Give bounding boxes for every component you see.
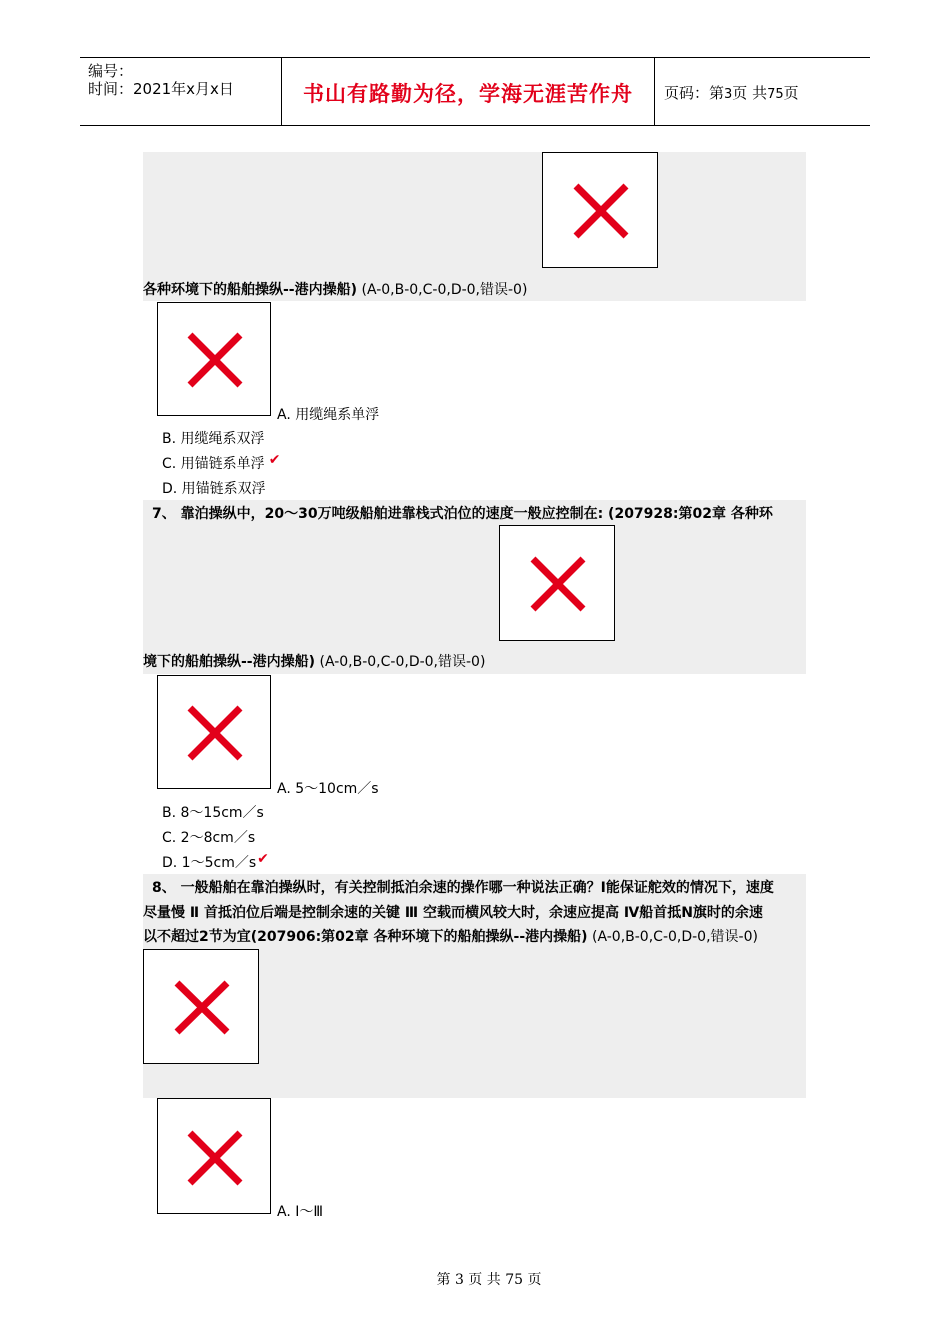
check-mark-icon: ✔ [268,452,281,468]
question-6-tail [143,281,527,299]
question-6-option-c-label: C. 用锚链系单浮 [162,456,265,472]
question-6-option-b[interactable]: B. 用缆绳系双浮 [162,431,265,447]
question-6-stats: (A-0,B-0,C-0,D-0,错误-0) [357,282,528,298]
broken-image-icon [157,675,271,789]
question-7-source: 境下的船舶操纵--港内操船) [143,654,316,670]
page-footer: 第 3 页 共 75 页 [436,1272,542,1288]
header-divider-right [654,57,655,126]
broken-image-icon [157,1098,271,1214]
header-bottom-rule [80,125,870,126]
header-time-label: 时间：2021年x月x日 [88,80,234,98]
header-page-indicator [664,82,799,103]
question-8-option-a[interactable]: A. Ⅰ～Ⅲ [277,1204,324,1220]
question-7-stem: 7、 靠泊操纵中，20～30万吨级船舶进靠栈式泊位的速度一般应控制在: (207928:第02章 各种环 [152,506,773,522]
broken-image-icon [143,949,259,1064]
page-suffix: 页 [783,84,799,102]
question-6-option-d[interactable]: D. 用锚链系双浮 [162,481,266,497]
question-7-panel [143,500,806,674]
question-7-option-d-label: D. 1～5cm／s [162,855,257,871]
question-8-stats: (A-0,B-0,C-0,D-0,错误-0) [587,929,758,945]
question-7-option-c[interactable]: C. 2～8cm／s [162,830,256,846]
question-6-option-a[interactable]: A. 用缆绳系单浮 [277,407,380,423]
question-8-stem-line-3 [143,928,758,946]
header-serial-label: 编号： [88,62,134,80]
question-7-option-d[interactable] [162,851,269,872]
question-6-option-c[interactable] [162,452,281,473]
page-prefix: 页码：第 [664,84,725,102]
question-8-stem-line-2: 尽量慢 Ⅱ 首抵泊位后端是控制余速的关键 Ⅲ 空载而横风较大时，余速应提高 Ⅳ船首抵N旗时的余速 [143,905,763,921]
question-7-stats: (A-0,B-0,C-0,D-0,错误-0) [315,654,486,670]
page-total: 75 [767,87,784,102]
broken-image-icon [542,152,658,268]
question-8-source: 以不超过2节为宜(207906:第02章 各种环境下的船舶操纵--港内操船) [143,929,588,945]
question-7-option-a[interactable]: A. 5～10cm／s [277,781,379,797]
question-7-tail [143,653,485,671]
check-mark-icon: ✔ [257,851,269,867]
header-top-rule [80,57,870,58]
page-current: 3 [724,87,733,102]
question-6-source: 各种环境下的船舶操纵--港内操船) [143,282,358,298]
header-motto: 书山有路勤为径，学海无涯苦作舟 [303,81,633,106]
question-7-option-b[interactable]: B. 8～15cm／s [162,805,264,821]
question-6-panel [143,152,806,301]
broken-image-icon [157,302,271,416]
broken-image-icon [499,525,615,641]
page-mid: 页 共 [732,84,768,102]
question-8-stem-line-1: 8、 一般船舶在靠泊操纵时，有关控制抵泊余速的操作哪一种说法正确？Ⅰ能保证舵效的情况下，速度 [152,880,774,896]
